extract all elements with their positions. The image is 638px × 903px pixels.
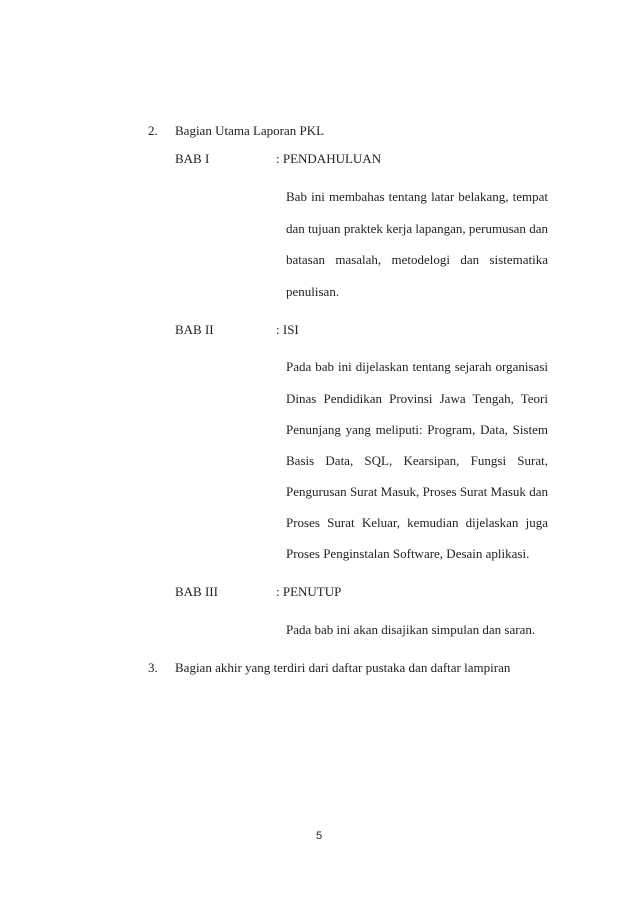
bab-ii-line: Penunjang yang meliputi: Program, Data, Sistem <box>286 422 548 437</box>
bab-i-label: BAB I <box>175 151 210 166</box>
bab-i-heading: : PENDAHULUAN <box>276 151 382 166</box>
bab-ii-line: Dinas Pendidikan Provinsi Jawa Tengah, Teori <box>286 391 548 406</box>
bab-ii-line: Pada bab ini dijelaskan tentang sejarah organisasi <box>286 359 548 374</box>
section-3-title: Bagian akhir yang terdiri dari daftar pustaka dan daftar lampiran <box>175 660 511 675</box>
bab-iii-heading: : PENUTUP <box>276 584 342 599</box>
bab-ii-line: Pengurusan Surat Masuk, Proses Surat Masuk dan <box>286 484 548 499</box>
bab-iii-line: Pada bab ini akan disajikan simpulan dan saran. <box>286 622 536 637</box>
bab-ii-heading: : ISI <box>276 322 299 337</box>
bab-i-line: dan tujuan praktek kerja lapangan, perumusan dan <box>286 221 548 236</box>
bab-ii-line: Proses Surat Keluar, kemudian dijelaskan juga <box>286 515 548 530</box>
bab-i-line: batasan masalah, metodelogi dan sistematika <box>286 252 548 267</box>
section-3-number: 3. <box>148 660 158 675</box>
section-2-title: Bagian Utama Laporan PKL <box>175 123 325 138</box>
bab-iii-label: BAB III <box>175 584 218 599</box>
page-number: 5 <box>315 830 323 842</box>
bab-ii-label: BAB II <box>175 322 214 337</box>
bab-i-line: Bab ini membahas tentang latar belakang, tempat <box>286 189 548 204</box>
bab-i-line: penulisan. <box>286 284 340 299</box>
bab-ii-line: Basis Data, SQL, Kearsipan, Fungsi Surat, <box>286 453 548 468</box>
section-2-number: 2. <box>148 123 158 138</box>
bab-ii-line: Proses Penginstalan Software, Desain aplikasi. <box>286 546 530 561</box>
